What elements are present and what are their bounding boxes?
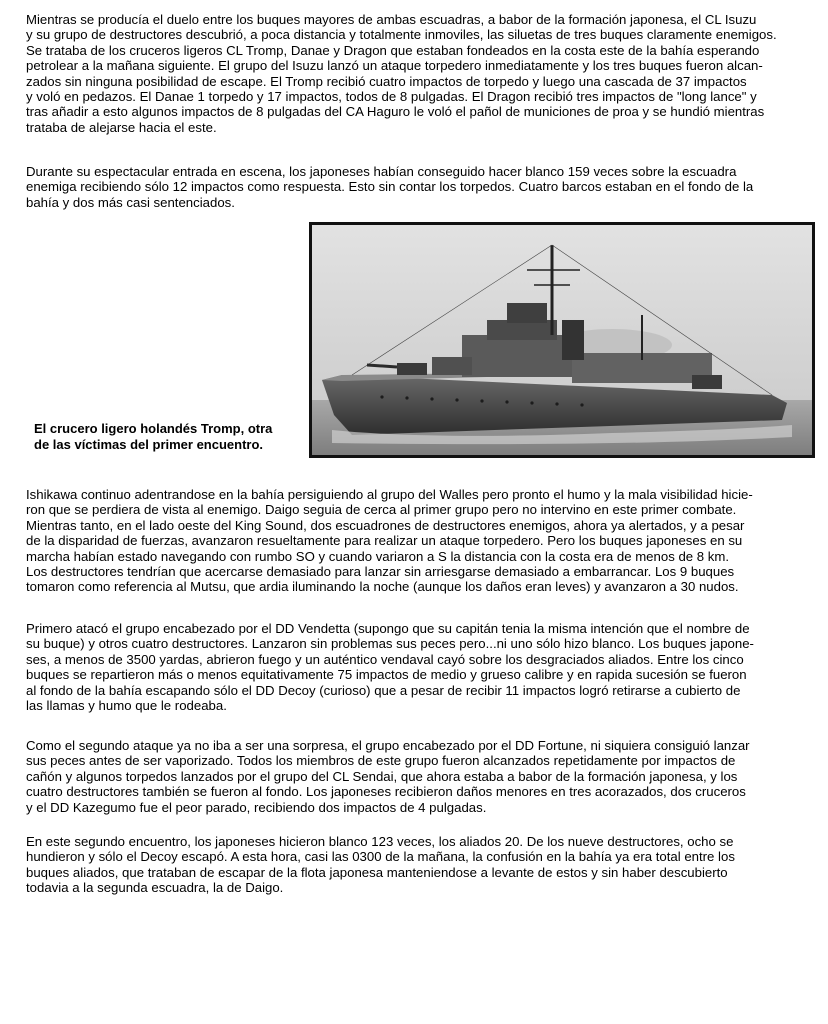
text-line: cañón y algunos torpedos lanzados por el grupo del CL Sendai, que ahora estaba a babor de la formación japonesa, y los [26, 768, 738, 784]
text-line: todavia a la segunda escuadra, la de Daigo. [26, 880, 284, 896]
caption-line: de las víctimas del primer encuentro. [34, 437, 264, 452]
text-line: su buque) y otros cuatro destructores. Lanzaron sin problemas sus peces pero...ni uno sólo hizo blanco. Los buques japone- [26, 636, 754, 652]
text-line: bahía y dos más casi sentenciados. [26, 194, 235, 210]
paragraph-3 [26, 487, 816, 595]
caption-line: El crucero ligero holandés Tromp, otra [34, 421, 273, 436]
text-line: sus peces antes de ser vaporizado. Todos los miembros de este grupo fueron alcanzados repetidamente por impactos de [26, 753, 736, 769]
text-line: y su grupo de destructores descubrió, a poca distancia y totalmente inmoviles, las siluetas de tres buques claramente enemigos. [26, 27, 777, 43]
text-line: y el DD Kazegumo fue el peor parado, recibiendo dos impactos de 4 pulgadas. [26, 799, 487, 815]
paragraph-1 [26, 12, 816, 135]
paragraph-4 [26, 621, 816, 713]
text-line: Los destructores tendrían que acercarse demasiado para lanzar sin arriesgarse demasiado a embarrancar. Los 9 buques [26, 563, 735, 579]
text-line: buques aliados, que trataban de escapar de la flota japonesa manteniendose a levante de estos y sin haber descubierto [26, 864, 728, 880]
ship-photo [309, 222, 815, 458]
text-line: Como el segundo ataque ya no iba a ser una sorpresa, el grupo encabezado por el DD Fortune, ni siquiera consiguió lanzar [26, 738, 750, 753]
text-line: buques se repartieron más o menos equitativamente 75 impactos de medio y grueso calibre y en rapida sucesión se fueron [26, 667, 747, 683]
text-line: las llamas y humo que le rodeaba. [26, 697, 227, 713]
text-line: Se trataba de los cruceros ligeros CL Tromp, Danae y Dragon que estaban fondeados en la costa este de la bahía esperando [26, 42, 760, 58]
text-line: ses, a menos de 3500 yardas, abrieron fuego y un auténtico vendaval cayó sobre los desgraciados aliados. Entre los cinco [26, 651, 744, 667]
text-line: En este segundo encuentro, los japoneses hicieron blanco 123 veces, los aliados 20. De los nueve destructores, ocho se [26, 834, 734, 849]
figure-caption [34, 421, 304, 453]
text-line: ron que se perdiera de vista al enemigo. Daigo seguia de cerca al primer grupo pero no intervino en este primer combate. [26, 502, 737, 518]
text-line: marcha habían estado navegando con rumbo SO y cuando variaron a S la distancia con la costa era de menos de 8 km. [26, 548, 730, 564]
text-line: tras añadir a esto algunos impactos de 8 pulgadas del CA Haguro le voló el pañol de municiones de proa y se hundió mientras [26, 104, 765, 120]
text-line: Mientras tanto, en el lado oeste del King Sound, dos escuadrones de destructores enemigos, ahora ya alertados, y a pesar [26, 517, 745, 533]
text-line: al fondo de la bahía escapando sólo el DD Decoy (curioso) que a pesar de recibir 11 impactos logró retirarse a cubierto de [26, 682, 741, 698]
text-line: Durante su espectacular entrada en escena, los japoneses habían conseguido hacer blanco 159 veces sobre la escuadra [26, 164, 737, 179]
text-line: Primero atacó el grupo encabezado por el DD Vendetta (supongo que su capitán tenia la misma intención que el nombre de [26, 621, 750, 636]
text-line: y voló en pedazos. El Danae 1 torpedo y 17 impactos, todos de 8 pulgadas. El Dragon recibió tres impactos de "long lance" y [26, 88, 757, 104]
text-line: de la disparidad de fuerzas, avanzaron resueltamente para realizar un ataque torpedero. Pero los buques japoneses en su [26, 533, 743, 549]
text-line: cuatro destructores también se fueron al fondo. Los japoneses recibieron daños menores en tres acorazados, dos cruceros [26, 784, 746, 800]
cruiser-image [312, 225, 812, 455]
text-line: petrolear a la mañana siguiente. El grupo del Isuzu lanzó un ataque torpedero inmediatamente y los tres buques fueron alcan- [26, 58, 763, 74]
text-line: Ishikawa continuo adentrandose en la bahía persiguiendo al grupo del Walles pero pronto el humo y la mala visibilidad hicie- [26, 487, 753, 502]
paragraph-5 [26, 738, 816, 815]
text-line: enemiga recibiendo sólo 12 impactos como respuesta. Esto sin contar los torpedos. Cuatro barcos estaban en el fondo de la [26, 179, 754, 195]
text-line: tomaron como referencia al Mutsu, que ardia iluminando la noche (aunque los daños eran leves) y avanzaron a 30 nudos. [26, 579, 739, 595]
text-line: Mientras se producía el duelo entre los buques mayores de ambas escuadras, a babor de la formación japonesa, el CL Isuzu [26, 12, 757, 27]
text-line: hundieron y sólo el Decoy escapó. A esta hora, casi las 0300 de la mañana, la confusión en la bahía ya era total entre los [26, 849, 735, 865]
paragraph-6 [26, 834, 816, 896]
text-line: zados sin ninguna posibilidad de escape. El Tromp recibió cuatro impactos de torpedo y luego una cascada de 37 impactos [26, 73, 747, 89]
paragraph-2 [26, 164, 816, 210]
text-line: trataba de alejarse hacia el este. [26, 119, 217, 135]
